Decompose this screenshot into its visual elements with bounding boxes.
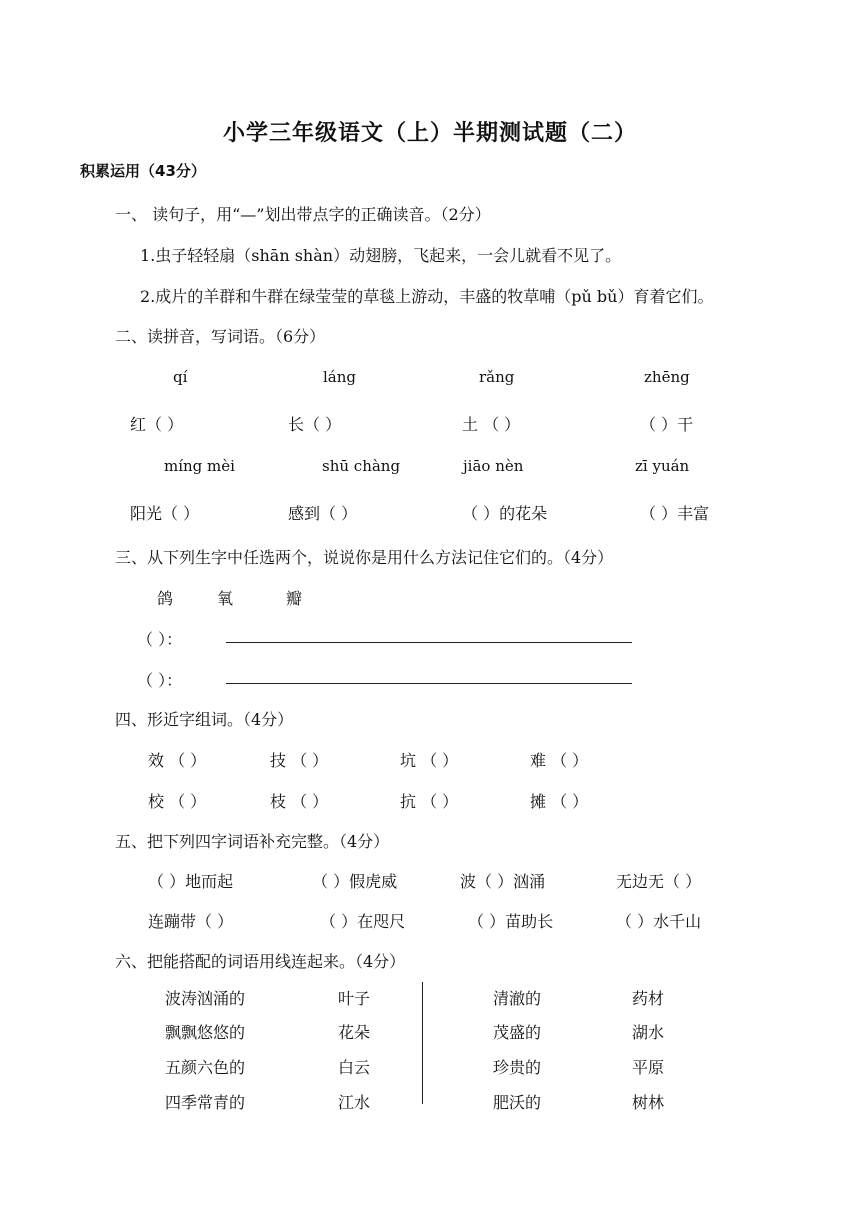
match-left-a-1[interactable]: 波涛汹涌的 — [165, 989, 246, 1008]
q4-heading: 四、形近字组词。（4分） — [115, 710, 294, 729]
pinyin-5: míng mèi — [164, 457, 235, 475]
idiom-8[interactable]: （ ）水千山 — [616, 912, 702, 931]
match-left-b-1[interactable]: 叶子 — [338, 989, 371, 1008]
pinyin-4: zhēng — [644, 368, 690, 386]
similar-char-1[interactable]: 效 （ ） — [148, 751, 207, 770]
q6-heading: 六、把能搭配的词语用线连起来。（4分） — [115, 952, 406, 971]
method-prefix-2: （ ）： — [137, 671, 183, 690]
match-right-a-2[interactable]: 茂盛的 — [493, 1023, 542, 1042]
match-left-b-3[interactable]: 白云 — [338, 1058, 371, 1077]
idiom-5[interactable]: 连蹦带（ ） — [148, 912, 234, 931]
match-right-b-1[interactable]: 药材 — [632, 989, 665, 1008]
match-right-b-3[interactable]: 平原 — [632, 1058, 665, 1077]
match-left-a-2[interactable]: 飘飘悠悠的 — [165, 1023, 246, 1042]
method-line-2[interactable] — [226, 683, 632, 684]
match-left-a-4[interactable]: 四季常青的 — [165, 1093, 246, 1112]
match-left-a-3[interactable]: 五颜六色的 — [165, 1058, 246, 1077]
idiom-1[interactable]: （ ）地而起 — [148, 872, 234, 891]
word-blank-7[interactable]: （ ）的花朵 — [462, 504, 548, 523]
pinyin-8: zī yuán — [635, 457, 690, 475]
idiom-4[interactable]: 无边无（ ） — [616, 872, 702, 891]
q1-sentence-2: 2.成片的羊群和牛群在绿莹莹的草毯上游动，丰盛的牧草哺（pǔ bǔ）育着它们。 — [140, 287, 714, 306]
match-left-b-2[interactable]: 花朵 — [338, 1023, 371, 1042]
pinyin-1: qí — [173, 368, 188, 386]
similar-char-4[interactable]: 难 （ ） — [530, 751, 589, 770]
method-line-1[interactable] — [226, 642, 632, 643]
idiom-3[interactable]: 波（ ）汹涌 — [460, 872, 546, 891]
char-2: 氧 — [217, 589, 234, 608]
idiom-2[interactable]: （ ）假虎威 — [312, 872, 398, 891]
word-blank-8[interactable]: （ ）丰富 — [640, 504, 710, 523]
q5-heading: 五、把下列四字词语补充完整。（4分） — [115, 832, 390, 851]
pinyin-2: láng — [323, 368, 357, 386]
similar-char-5[interactable]: 校 （ ） — [148, 792, 207, 811]
match-divider — [422, 982, 423, 1104]
word-blank-4[interactable]: （ ）干 — [640, 415, 694, 434]
idiom-7[interactable]: （ ）苗助长 — [468, 912, 554, 931]
match-right-a-3[interactable]: 珍贵的 — [493, 1058, 542, 1077]
word-blank-5[interactable]: 阳光（ ） — [130, 504, 200, 523]
word-blank-3[interactable]: 土 （ ） — [462, 415, 521, 434]
pinyin-3: rǎng — [479, 368, 515, 386]
similar-char-7[interactable]: 抗 （ ） — [400, 792, 459, 811]
page-title: 小学三年级语文（上）半期测试题（二） — [222, 120, 637, 146]
q3-heading: 三、从下列生字中任选两个，说说你是用什么方法记住它们的。（4分） — [115, 548, 614, 567]
q1-heading: 一、 读句子，用“—”划出带点字的正确读音。（2分） — [115, 205, 491, 224]
similar-char-6[interactable]: 枝 （ ） — [270, 792, 329, 811]
similar-char-2[interactable]: 技 （ ） — [270, 751, 329, 770]
word-blank-1[interactable]: 红（ ） — [130, 415, 184, 434]
word-blank-2[interactable]: 长（ ） — [288, 415, 342, 434]
pinyin-7: jiāo nèn — [463, 457, 524, 475]
match-right-a-4[interactable]: 肥沃的 — [493, 1093, 542, 1112]
match-right-b-2[interactable]: 湖水 — [632, 1023, 665, 1042]
char-1: 鸽 — [157, 589, 174, 608]
pinyin-6: shū chàng — [322, 457, 401, 475]
similar-char-3[interactable]: 坑 （ ） — [400, 751, 459, 770]
section-label: 积累运用（43分） — [80, 162, 206, 180]
word-blank-6[interactable]: 感到（ ） — [288, 504, 358, 523]
match-right-b-4[interactable]: 树林 — [632, 1093, 665, 1112]
method-prefix-1: （ ）： — [137, 630, 183, 649]
match-left-b-4[interactable]: 江水 — [338, 1093, 371, 1112]
similar-char-8[interactable]: 摊 （ ） — [530, 792, 589, 811]
idiom-6[interactable]: （ ）在咫尺 — [320, 912, 406, 931]
q1-sentence-1: 1.虫子轻轻扇（shān shàn）动翅膀，飞起来，一会儿就看不见了。 — [140, 246, 622, 265]
match-right-a-1[interactable]: 清澈的 — [493, 989, 542, 1008]
char-3: 瓣 — [286, 589, 303, 608]
q2-heading: 二、读拼音，写词语。（6分） — [115, 327, 326, 346]
